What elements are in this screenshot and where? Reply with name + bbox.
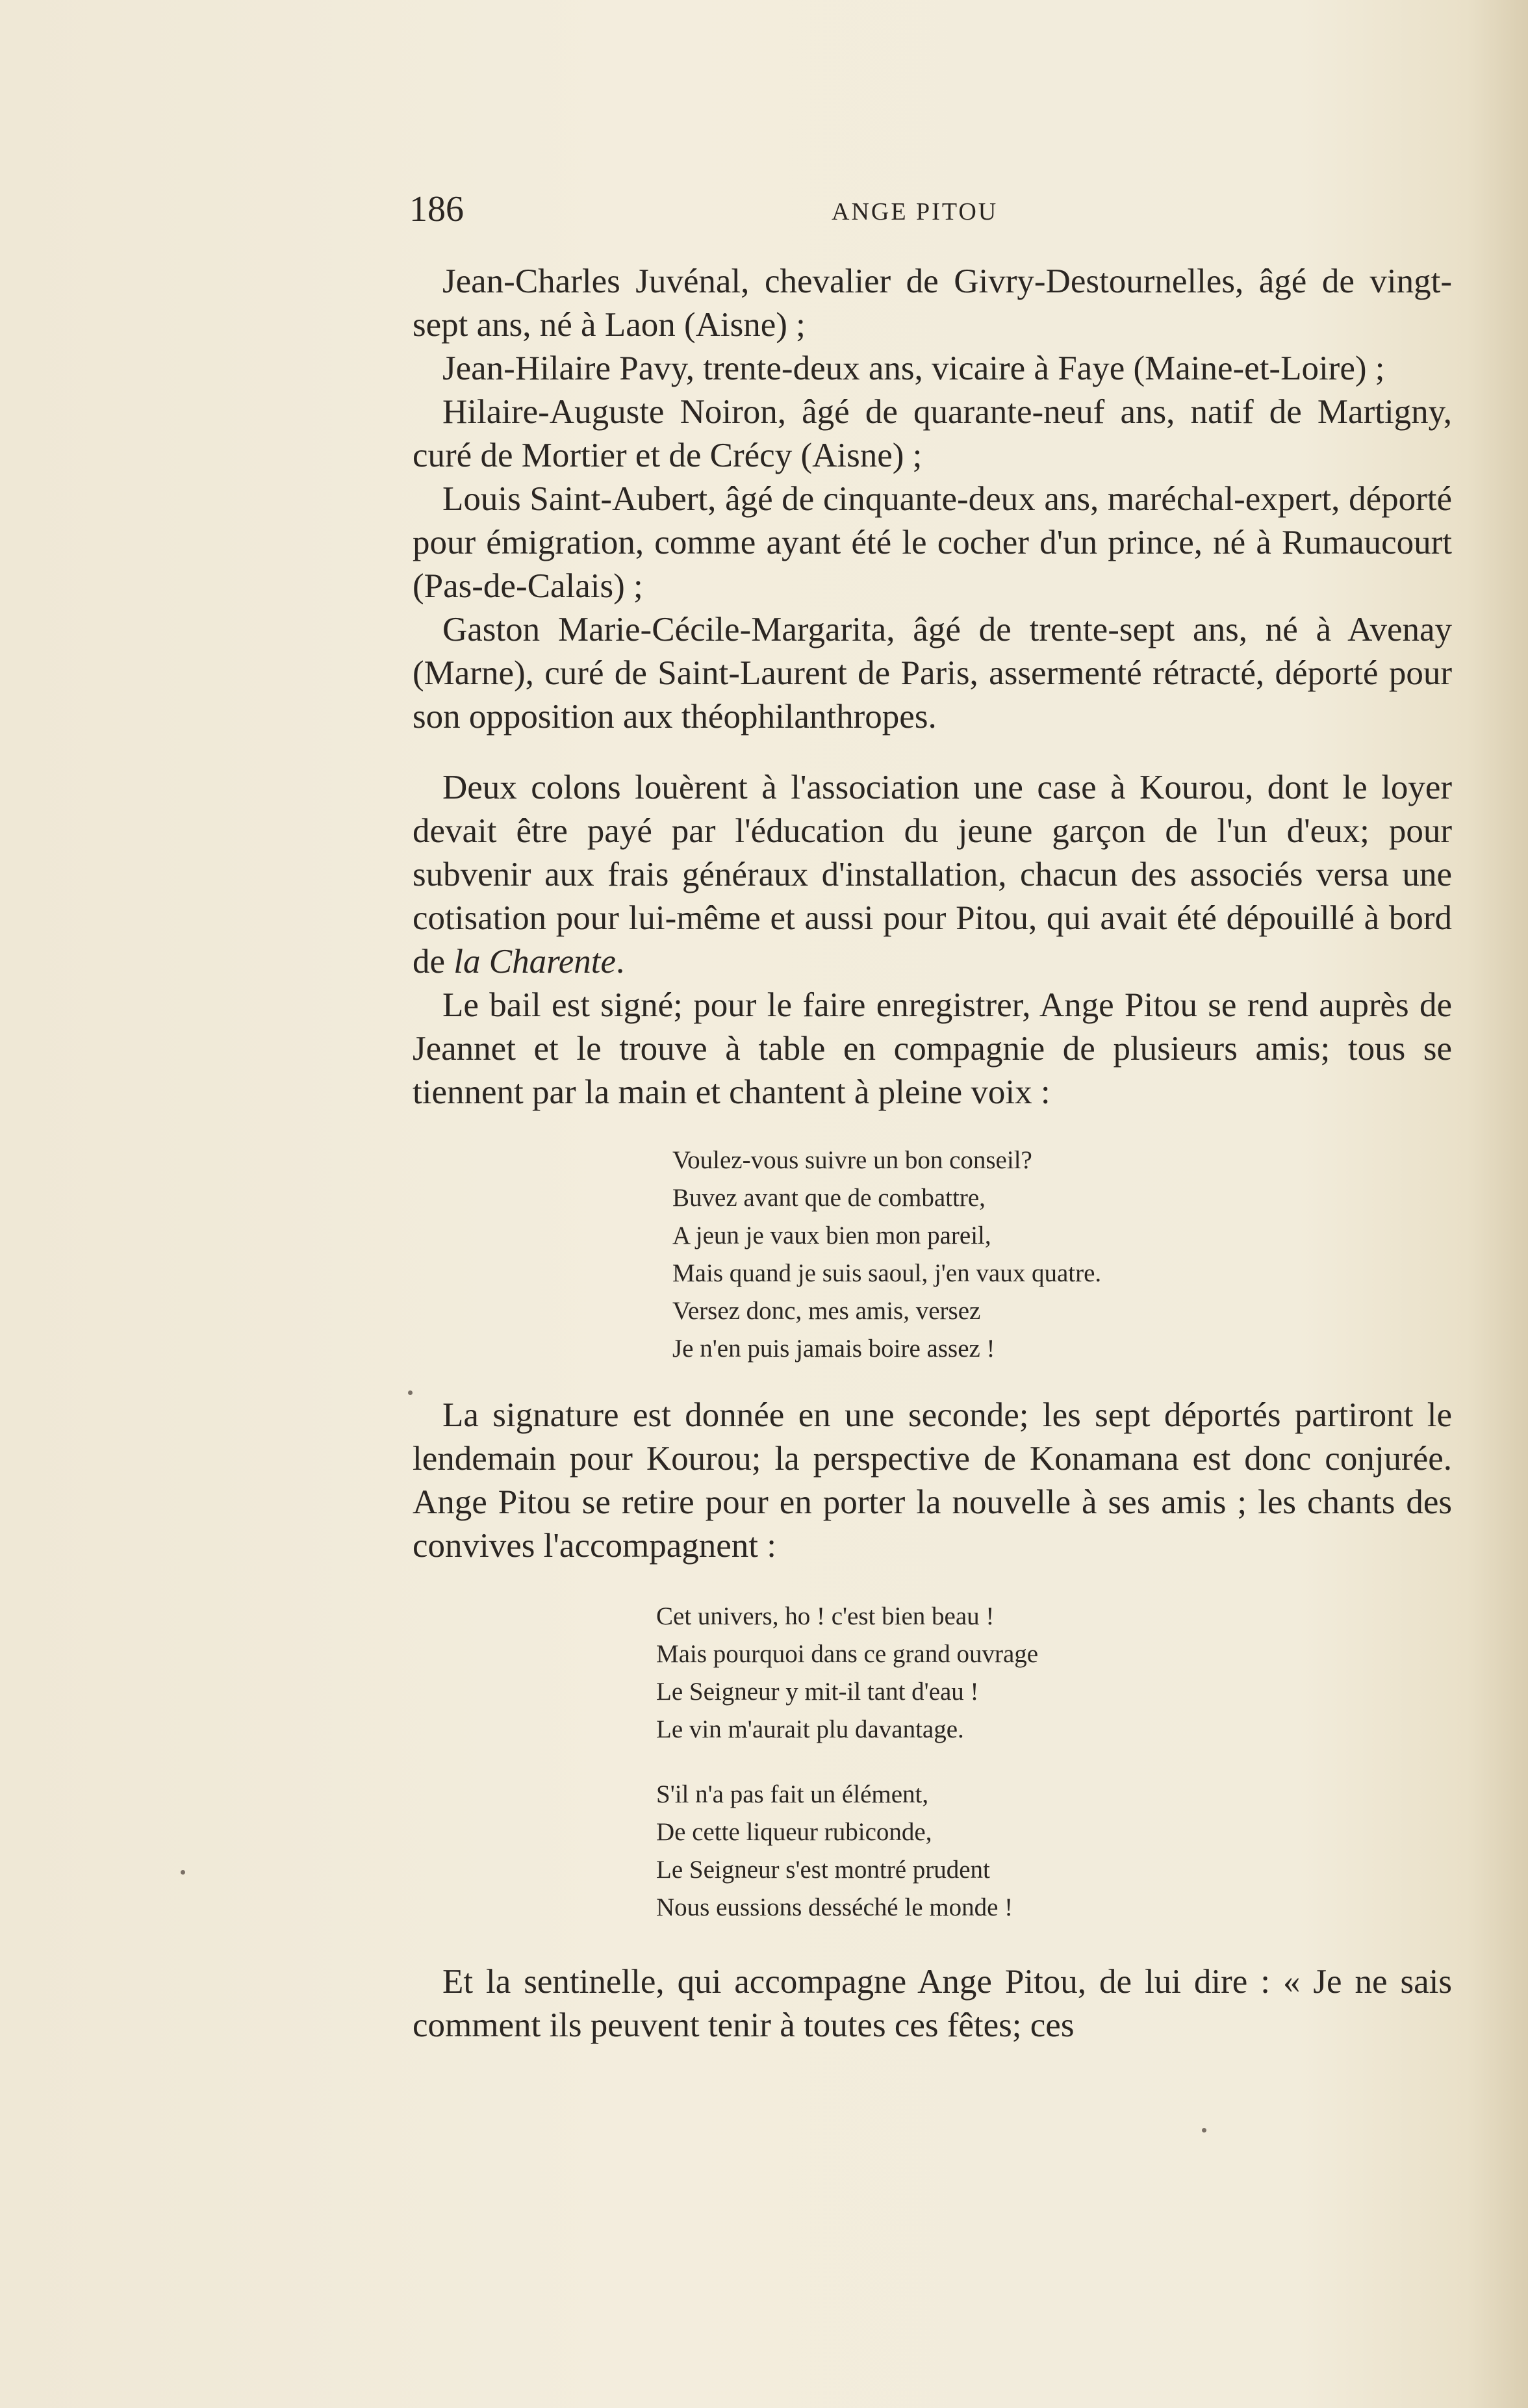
verse-line: De cette liqueur rubiconde, <box>656 1818 932 1846</box>
page-number: 186 <box>409 189 464 229</box>
list-entry: Hilaire-Auguste Noiron, âgé de quarante-neuf ans, natif de Martigny, curé de Mortier et de Crécy (Aisne) ; <box>413 393 1452 474</box>
list-entry: Jean-Hilaire Pavy, trente-deux ans, vicaire à Faye (Maine-et-Loire) ; <box>442 350 1385 387</box>
verse-line: Buvez avant que de combattre, <box>672 1184 986 1212</box>
verse-line: A jeun je vaux bien mon pareil, <box>672 1222 991 1249</box>
verse-line: Mais quand je suis saoul, j'en vaux quatre. <box>672 1259 1102 1287</box>
paragraph-colons <box>413 766 1452 984</box>
verse-line: Voulez-vous suivre un bon conseil? <box>672 1146 1032 1174</box>
paper-speck <box>181 1870 185 1875</box>
list-entry: Gaston Marie-Cécile-Margarita, âgé de trente-sept ans, né à Avenay (Marne), curé de Saint-Laurent de Paris, assermenté rétracté, déporté pour son opposition aux théophilanthropes. <box>413 611 1452 736</box>
body-text <box>413 260 1452 2047</box>
song-one <box>672 1142 1452 1368</box>
verse-line: Mais pourquoi dans ce grand ouvrage <box>656 1640 1039 1668</box>
verse-line: Versez donc, mes amis, versez <box>672 1297 981 1325</box>
paper-speck <box>1202 2128 1206 2133</box>
paper-speck <box>408 1390 413 1395</box>
ship-name: la Charente <box>453 943 617 980</box>
verse-line: Cet univers, ho ! c'est bien beau ! <box>656 1602 995 1630</box>
verse-line: Le Seigneur y mit-il tant d'eau ! <box>656 1678 979 1706</box>
song-two-stanza-one <box>656 1598 1452 1748</box>
verse-line: Je n'en puis jamais boire assez ! <box>672 1335 995 1363</box>
paragraph-signature: La signature est donnée en une seconde; les sept déportés partiront le lendemain pour Kourou; la perspective de Konamana est donc conjurée. Ange Pitou se retire pour en porter la nouvelle à ses amis ; les chants des convives l'accompagnent : <box>413 1396 1452 1565</box>
paragraph-bail: Le bail est signé; pour le faire enregistrer, Ange Pitou se rend auprès de Jeannet et le trouve à table en compagnie de plusieurs amis; tous se tiennent par la main et chantent à pleine voix : <box>413 986 1452 1111</box>
verse-line: S'il n'a pas fait un élément, <box>656 1780 929 1808</box>
running-title: ANGE PITOU <box>832 198 999 225</box>
paragraph-colons-text: Deux colons louèrent à l'association une case à Kourou, dont le loyer devait être payé par l'éducation du jeune garçon de l'un d'eux; pour subvenir aux frais généraux d'installation, chacun des associés versa une cotisation pour lui-même et aussi pour Pitou, qui avait été dépouillé à bord de <box>413 769 1452 980</box>
deportee-list <box>413 260 1452 739</box>
paragraph-colons-end: . <box>616 943 625 980</box>
verse-line: Nous eussions desséché le monde ! <box>656 1893 1013 1921</box>
page-header <box>409 188 1007 240</box>
list-entry: Louis Saint-Aubert, âgé de cinquante-deux ans, maréchal-expert, déporté pour émigration, comme ayant été le cocher d'un prince, né à Rumaucourt (Pas-de-Calais) ; <box>413 480 1452 605</box>
verse-line: Le Seigneur s'est montré prudent <box>656 1856 990 1884</box>
list-entry: Jean-Charles Juvénal, chevalier de Givry-Destournelles, âgé de vingt-sept ans, né à Laon (Aisne) ; <box>413 263 1452 344</box>
song-two-stanza-two <box>656 1776 1452 1927</box>
verse-line: Le vin m'aurait plu davantage. <box>656 1715 964 1743</box>
paragraph-sentinel: Et la sentinelle, qui accompagne Ange Pitou, de lui dire : « Je ne sais comment ils peuvent tenir à toutes ces fêtes; ces <box>413 1963 1452 2044</box>
